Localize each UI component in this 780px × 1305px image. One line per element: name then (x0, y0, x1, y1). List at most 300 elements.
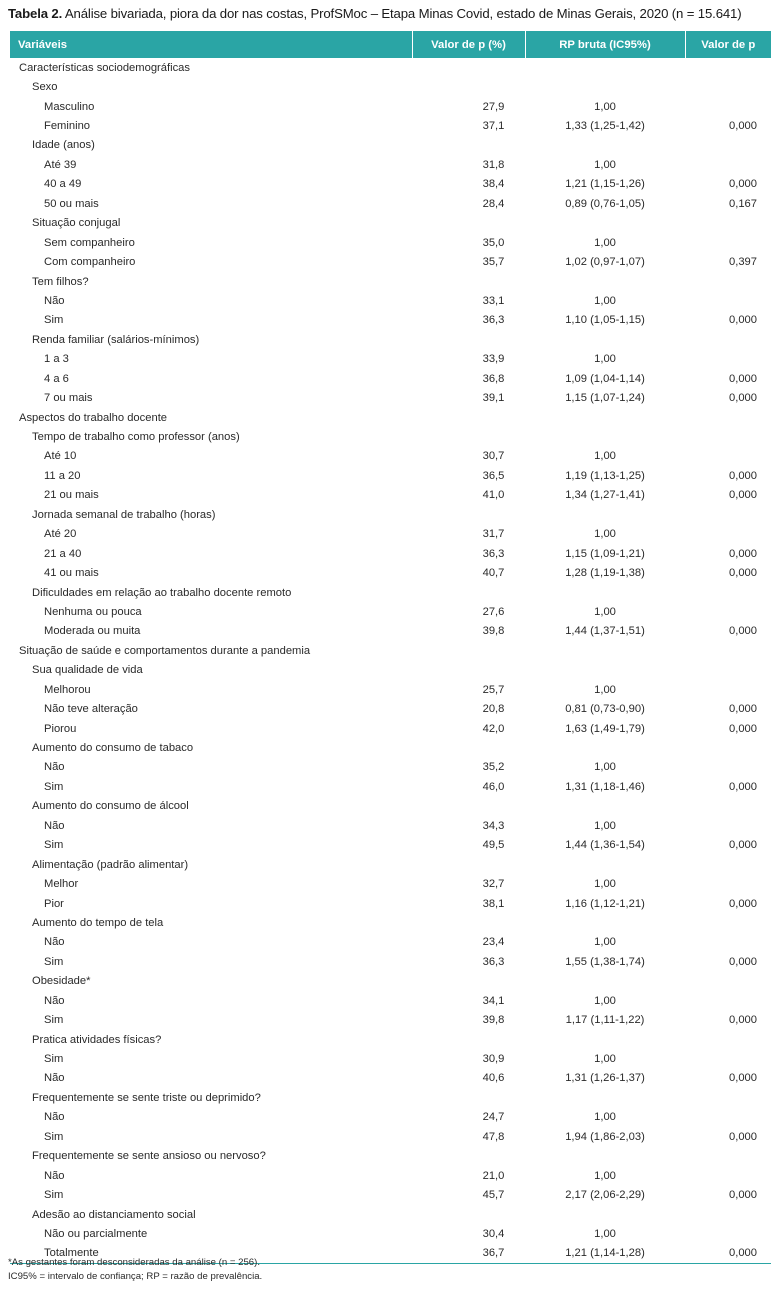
row-rp-ci (525, 505, 685, 524)
row-rp-ci: 1,31 (1,18-1,46) (565, 780, 645, 793)
table-row (10, 777, 771, 796)
row-p-value (685, 641, 771, 660)
table-group-row (10, 505, 771, 524)
table-header-row (10, 31, 771, 58)
row-label: Totalmente (10, 1244, 412, 1263)
row-rp-ci (525, 738, 685, 757)
row-label: Tempo de trabalho como professor (anos) (32, 431, 240, 444)
row-prevalence: 49,5 (482, 839, 505, 852)
footnote-abbreviations: IC95% = intervalo de confiança; RP = razão de prevalência. (8, 1271, 263, 1282)
row-label: 50 ou mais (44, 197, 99, 210)
row-prevalence: 28,4 (482, 197, 505, 210)
row-p-value (685, 913, 771, 932)
header-valor-p-percent: Valor de p (%) (412, 31, 525, 58)
table-row (10, 350, 771, 369)
row-rp-ci (525, 972, 685, 991)
row-rp-ci: 1,00 (594, 450, 616, 463)
row-label: Nenhuma ou pouca (44, 605, 142, 618)
row-label: Não (44, 294, 65, 307)
table-row (10, 525, 771, 544)
row-prevalence: 36,8 (482, 372, 505, 385)
table-group-row (10, 855, 771, 874)
row-p-value: 0,000 (729, 489, 757, 502)
row-rp-ci: 1,00 (594, 100, 616, 113)
row-prevalence: 41,0 (482, 489, 505, 502)
row-rp-ci (525, 427, 685, 446)
row-rp-ci: 1,44 (1,37-1,51) (565, 625, 645, 638)
row-label: 4 a 6 (44, 372, 69, 385)
table-row (10, 233, 771, 252)
row-p-value (685, 933, 771, 952)
row-p-value: 0,000 (729, 839, 757, 852)
row-p-value (685, 58, 771, 77)
row-rp-ci (525, 58, 685, 77)
table-group-row (10, 583, 771, 602)
row-p-value (685, 1049, 771, 1068)
row-label: Aspectos do trabalho docente (19, 411, 168, 424)
row-label: Situação de saúde e comportamentos durante a pandemia (19, 644, 311, 657)
row-prevalence (412, 1147, 525, 1166)
table-row (10, 758, 771, 777)
row-rp-ci: 1,16 (1,12-1,21) (565, 897, 645, 910)
row-prevalence: 35,2 (482, 761, 505, 774)
row-rp-ci: 1,00 (594, 236, 616, 249)
row-p-value (685, 505, 771, 524)
row-prevalence: 36,7 (412, 1244, 525, 1263)
table-body (10, 58, 771, 1263)
row-rp-ci (525, 408, 685, 427)
row-p-value: 0,000 (685, 1244, 771, 1263)
row-label: Até 10 (44, 450, 77, 463)
row-label: 7 ou mais (44, 392, 93, 405)
table-row (10, 311, 771, 330)
row-label: Não (44, 994, 65, 1007)
row-label: Características sociodemográficas (19, 61, 190, 74)
row-label: Sim (44, 1189, 64, 1202)
table-row (10, 544, 771, 563)
row-rp-ci: 1,00 (594, 994, 616, 1007)
row-rp-ci: 1,00 (594, 158, 616, 171)
row-label: Jornada semanal de trabalho (horas) (32, 508, 216, 521)
row-label: Pratica atividades físicas? (32, 1033, 162, 1046)
row-label: 21 ou mais (44, 489, 99, 502)
row-prevalence: 47,8 (482, 1130, 505, 1143)
caption-text: Análise bivariada, piora da dor nas costas, ProfSMoc – Etapa Minas Covid, estado de Minas Gerais, 2020 (n = 15.641) (62, 6, 742, 21)
row-p-value: 0,000 (729, 178, 757, 191)
row-rp-ci (525, 1205, 685, 1224)
row-prevalence (412, 855, 525, 874)
row-prevalence: 36,3 (482, 547, 505, 560)
row-label: Aumento do consumo de álcool (32, 800, 189, 813)
row-rp-ci: 1,00 (594, 1169, 616, 1182)
row-prevalence (412, 972, 525, 991)
row-label: Sim (44, 314, 64, 327)
row-label: Alimentação (padrão alimentar) (32, 858, 189, 871)
row-prevalence: 45,7 (482, 1189, 505, 1202)
row-p-value (685, 427, 771, 446)
row-p-value: 0,000 (729, 392, 757, 405)
row-label: Moderada ou muita (44, 625, 141, 638)
row-p-value: 0,000 (729, 469, 757, 482)
row-label: Frequentemente se sente triste ou deprimido? (32, 1091, 261, 1104)
row-prevalence: 34,3 (482, 819, 505, 832)
table-row (10, 291, 771, 310)
row-p-value: 0,000 (729, 372, 757, 385)
table-group-row (10, 58, 771, 77)
table-group-row (10, 408, 771, 427)
table-row (10, 991, 771, 1010)
row-rp-ci: 1,00 (594, 1111, 616, 1124)
row-label: Aumento do tempo de tela (32, 916, 164, 929)
row-prevalence: 37,1 (482, 120, 505, 133)
caption-label: Tabela 2. (8, 6, 63, 21)
row-p-value (685, 816, 771, 835)
row-p-value (685, 1147, 771, 1166)
row-p-value (685, 408, 771, 427)
row-rp-ci: 1,21 (1,14-1,28) (525, 1244, 685, 1263)
row-p-value (685, 758, 771, 777)
row-label: Não (44, 819, 65, 832)
row-label: Pior (44, 897, 64, 910)
row-prevalence: 27,9 (482, 100, 505, 113)
row-label: Idade (anos) (32, 139, 95, 152)
row-prevalence: 36,3 (482, 955, 505, 968)
table-row (10, 97, 771, 116)
row-p-value (685, 797, 771, 816)
row-label: Não teve alteração (44, 703, 138, 716)
row-label: Não (44, 936, 65, 949)
row-prevalence (412, 583, 525, 602)
table-row (10, 894, 771, 913)
row-rp-ci: 1,10 (1,05-1,15) (565, 314, 645, 327)
row-prevalence: 38,1 (482, 897, 505, 910)
row-label: Não (44, 1111, 65, 1124)
row-p-value (685, 97, 771, 116)
row-prevalence: 24,7 (482, 1111, 505, 1124)
table-group-row (10, 972, 771, 991)
row-rp-ci: 1,00 (594, 1227, 616, 1240)
table-row (10, 933, 771, 952)
row-prevalence: 25,7 (482, 683, 505, 696)
table-group-row (10, 427, 771, 446)
row-label: Sim (44, 780, 64, 793)
row-prevalence (412, 136, 525, 155)
row-p-value: 0,000 (729, 547, 757, 560)
row-prevalence: 20,8 (482, 703, 505, 716)
row-label: Tem filhos? (32, 275, 89, 288)
row-p-value: 0,000 (729, 567, 757, 580)
table-row (10, 194, 771, 213)
row-rp-ci (525, 661, 685, 680)
row-prevalence: 38,4 (482, 178, 505, 191)
table-group-row (10, 1088, 771, 1107)
row-rp-ci (525, 77, 685, 96)
row-rp-ci: 1,00 (594, 605, 616, 618)
row-rp-ci: 0,81 (0,73-0,90) (565, 703, 645, 716)
row-prevalence: 32,7 (482, 878, 505, 891)
row-rp-ci: 1,00 (594, 878, 616, 891)
row-label: Frequentemente se sente ansioso ou nervoso? (32, 1150, 266, 1163)
row-rp-ci: 1,17 (1,11-1,22) (565, 1014, 645, 1027)
row-prevalence: 21,0 (482, 1169, 505, 1182)
row-prevalence (412, 641, 525, 660)
row-p-value (685, 136, 771, 155)
row-prevalence: 42,0 (482, 722, 505, 735)
row-p-value (685, 447, 771, 466)
footnote-gestantes: *As gestantes foram desconsideradas da análise (n = 256). (8, 1257, 260, 1268)
row-p-value (685, 1030, 771, 1049)
row-rp-ci (525, 330, 685, 349)
row-prevalence: 36,3 (482, 314, 505, 327)
row-rp-ci: 1,00 (594, 936, 616, 949)
table-group-row (10, 661, 771, 680)
row-rp-ci (525, 136, 685, 155)
row-prevalence: 30,9 (482, 1053, 505, 1066)
row-prevalence (412, 738, 525, 757)
row-p-value: 0,000 (729, 120, 757, 133)
row-p-value (685, 233, 771, 252)
row-rp-ci: 1,02 (0,97-1,07) (565, 256, 645, 269)
row-label: Sim (44, 1014, 64, 1027)
row-rp-ci: 1,15 (1,07-1,24) (565, 392, 645, 405)
table-group-row (10, 136, 771, 155)
row-label: Sim (44, 839, 64, 852)
row-rp-ci (525, 855, 685, 874)
table-group-row (10, 797, 771, 816)
table-row (10, 680, 771, 699)
row-label: Não ou parcialmente (44, 1227, 148, 1240)
table-row (10, 252, 771, 271)
row-rp-ci: 1,15 (1,09-1,21) (565, 547, 645, 560)
row-label: Sim (44, 1053, 64, 1066)
row-label: Sexo (32, 81, 58, 94)
row-p-value (685, 874, 771, 893)
row-rp-ci: 1,00 (594, 819, 616, 832)
row-label: Não (44, 1169, 65, 1182)
row-p-value (685, 661, 771, 680)
row-rp-ci (525, 1088, 685, 1107)
table-row (10, 816, 771, 835)
row-label: Renda familiar (salários-mínimos) (32, 333, 200, 346)
row-label: Dificuldades em relação ao trabalho docente remoto (32, 586, 292, 599)
row-prevalence (412, 408, 525, 427)
row-prevalence: 31,7 (482, 528, 505, 541)
row-p-value (685, 272, 771, 291)
table-group-row (10, 272, 771, 291)
row-rp-ci: 1,00 (594, 294, 616, 307)
row-p-value (685, 1108, 771, 1127)
row-rp-ci: 1,21 (1,15-1,26) (565, 178, 645, 191)
row-p-value: 0,000 (729, 1189, 757, 1202)
row-prevalence: 23,4 (482, 936, 505, 949)
row-p-value (685, 525, 771, 544)
row-prevalence: 40,6 (482, 1072, 505, 1085)
row-rp-ci: 1,00 (594, 1053, 616, 1066)
row-prevalence: 33,9 (482, 353, 505, 366)
table-group-row (10, 738, 771, 757)
table-row (10, 1108, 771, 1127)
row-rp-ci: 1,00 (594, 353, 616, 366)
row-rp-ci: 1,94 (1,86-2,03) (565, 1130, 645, 1143)
table-caption (8, 6, 778, 21)
row-prevalence: 27,6 (482, 605, 505, 618)
table-group-row (10, 641, 771, 660)
row-p-value (685, 602, 771, 621)
table-group-row (10, 214, 771, 233)
table-row (10, 1166, 771, 1185)
row-prevalence (412, 797, 525, 816)
table-row (10, 155, 771, 174)
row-p-value: 0,000 (729, 314, 757, 327)
row-rp-ci: 1,34 (1,27-1,41) (565, 489, 645, 502)
row-label: Melhor (44, 878, 79, 891)
row-prevalence: 36,5 (482, 469, 505, 482)
row-label: Até 39 (44, 158, 77, 171)
row-label: 1 a 3 (44, 353, 69, 366)
row-rp-ci: 1,44 (1,36-1,54) (565, 839, 645, 852)
table-row (10, 1224, 771, 1243)
row-label: Adesão ao distanciamento social (32, 1208, 196, 1221)
row-label: Masculino (44, 100, 95, 113)
row-label: Piorou (44, 722, 77, 735)
row-p-value: 0,167 (729, 197, 757, 210)
row-label: Situação conjugal (32, 217, 121, 230)
row-rp-ci: 0,89 (0,76-1,05) (565, 197, 645, 210)
row-p-value (685, 855, 771, 874)
row-prevalence: 39,1 (482, 392, 505, 405)
row-p-value (685, 330, 771, 349)
row-prevalence (412, 214, 525, 233)
table-row (10, 622, 771, 641)
row-prevalence: 33,1 (482, 294, 505, 307)
row-rp-ci (525, 913, 685, 932)
row-rp-ci (525, 1030, 685, 1049)
row-p-value (685, 991, 771, 1010)
table-row (10, 1127, 771, 1146)
table-group-row (10, 77, 771, 96)
row-label: Não (44, 1072, 65, 1085)
table-row (10, 699, 771, 718)
header-variaveis: Variáveis (10, 31, 412, 58)
row-label: Feminino (44, 120, 91, 133)
row-prevalence: 39,8 (482, 625, 505, 638)
row-prevalence: 31,8 (482, 158, 505, 171)
table-row (10, 388, 771, 407)
row-prevalence (412, 661, 525, 680)
table-row (10, 447, 771, 466)
row-rp-ci: 1,33 (1,25-1,42) (565, 120, 645, 133)
row-label: Não (44, 761, 65, 774)
row-prevalence (412, 427, 525, 446)
row-prevalence (412, 77, 525, 96)
row-p-value (685, 680, 771, 699)
table-row (10, 175, 771, 194)
row-prevalence (412, 913, 525, 932)
row-prevalence (412, 272, 525, 291)
header-valor-p: Valor de p (685, 31, 771, 58)
row-prevalence: 30,4 (482, 1227, 505, 1240)
row-rp-ci: 1,28 (1,19-1,38) (565, 567, 645, 580)
row-rp-ci (525, 214, 685, 233)
row-prevalence (412, 1030, 525, 1049)
row-rp-ci (525, 641, 685, 660)
row-p-value: 0,000 (729, 1014, 757, 1027)
row-prevalence: 39,8 (482, 1014, 505, 1027)
table-row (10, 719, 771, 738)
table-row (10, 602, 771, 621)
row-p-value: 0,000 (729, 1130, 757, 1143)
row-label: Sem companheiro (44, 236, 135, 249)
row-prevalence: 35,7 (482, 256, 505, 269)
row-rp-ci: 1,55 (1,38-1,74) (565, 955, 645, 968)
row-rp-ci: 1,19 (1,13-1,25) (565, 469, 645, 482)
row-label: 11 a 20 (44, 469, 81, 482)
row-label: Sim (44, 955, 64, 968)
table-row (10, 1010, 771, 1029)
row-p-value (685, 1205, 771, 1224)
row-p-value (685, 77, 771, 96)
table-row (10, 874, 771, 893)
row-prevalence (412, 330, 525, 349)
row-label: Aumento do consumo de tabaco (32, 742, 194, 755)
table-row (10, 486, 771, 505)
row-p-value (685, 350, 771, 369)
row-prevalence (412, 58, 525, 77)
table-row (10, 1185, 771, 1204)
row-p-value (685, 1166, 771, 1185)
table-row (10, 369, 771, 388)
row-rp-ci: 1,09 (1,04-1,14) (565, 372, 645, 385)
row-p-value (685, 291, 771, 310)
table-row (10, 1069, 771, 1088)
table-row (10, 466, 771, 485)
footnotes (8, 1256, 262, 1284)
row-p-value: 0,397 (729, 256, 757, 269)
row-label: 21 a 40 (44, 547, 82, 560)
row-prevalence: 34,1 (482, 994, 505, 1007)
table-group-row (10, 1147, 771, 1166)
row-p-value: 0,000 (729, 897, 757, 910)
row-label: 40 a 49 (44, 178, 82, 191)
row-p-value (685, 1088, 771, 1107)
row-p-value (685, 738, 771, 757)
row-p-value (685, 583, 771, 602)
table-row (10, 563, 771, 582)
row-p-value: 0,000 (729, 955, 757, 968)
table-group-row (10, 330, 771, 349)
row-label: Sua qualidade de vida (32, 664, 143, 677)
row-p-value: 0,000 (729, 722, 757, 735)
table-group-row (10, 913, 771, 932)
row-rp-ci: 1,00 (594, 683, 616, 696)
row-prevalence: 30,7 (482, 450, 505, 463)
row-label: Obesidade* (32, 975, 91, 988)
row-p-value (685, 972, 771, 991)
row-label: Até 20 (44, 528, 77, 541)
table-group-row (10, 1030, 771, 1049)
row-label: Com companheiro (44, 256, 136, 269)
row-rp-ci: 1,00 (594, 761, 616, 774)
row-p-value (685, 1224, 771, 1243)
header-rp-bruta: RP bruta (IC95%) (525, 31, 685, 58)
row-rp-ci: 2,17 (2,06-2,29) (565, 1189, 645, 1202)
row-p-value: 0,000 (729, 1072, 757, 1085)
row-prevalence (412, 1088, 525, 1107)
row-prevalence: 35,0 (482, 236, 505, 249)
row-p-value (685, 214, 771, 233)
row-rp-ci (525, 272, 685, 291)
row-rp-ci: 1,63 (1,49-1,79) (565, 722, 645, 735)
